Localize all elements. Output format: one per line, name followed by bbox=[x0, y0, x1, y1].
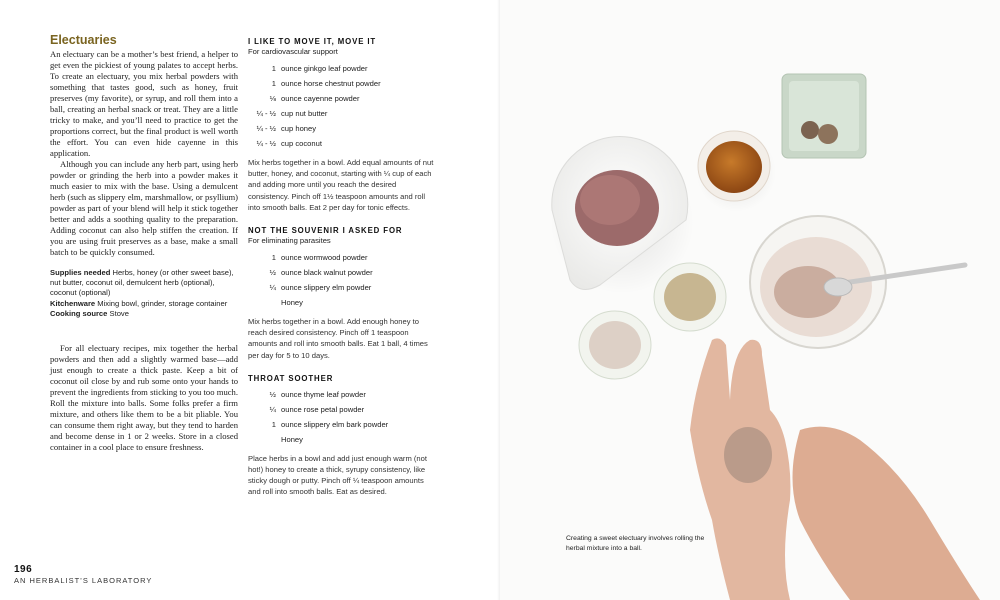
text-column-left bbox=[50, 33, 238, 453]
recipe-subtitle: For eliminating parasites bbox=[248, 236, 331, 246]
recipe-throat-soother bbox=[248, 374, 438, 498]
ingredient-line bbox=[248, 61, 438, 76]
section-title: Electuaries bbox=[50, 33, 117, 47]
ingredient-line bbox=[248, 295, 438, 310]
ingredient-amount: 1 bbox=[271, 253, 276, 263]
ingredient-text: ounce ginkgo leaf powder bbox=[281, 64, 368, 73]
hands bbox=[690, 338, 980, 600]
cooking-label: Cooking source bbox=[50, 308, 108, 318]
ingredient-text: ounce rose petal powder bbox=[281, 404, 365, 414]
ingredient-text: ounce horse chestnut powder bbox=[281, 79, 381, 88]
ingredient-line bbox=[248, 136, 438, 151]
ingredient-amount: ⅛ bbox=[269, 94, 276, 103]
ingredient-text: ounce thyme leaf powder bbox=[281, 389, 366, 399]
ingredient-amount: ½ bbox=[269, 268, 276, 278]
green-dish bbox=[782, 74, 866, 158]
supplies-text: Herbs, honey (or other sweet base), nut butter, coconut oil, demulcent herb (optional), coconut (optional) bbox=[50, 268, 234, 298]
electuary-ball bbox=[818, 124, 838, 144]
recipe-title: NOT THE SOUVENIR I ASKED FOR bbox=[248, 226, 403, 236]
supplies-block bbox=[50, 268, 238, 319]
ingredient-line bbox=[248, 106, 438, 121]
ingredient-line bbox=[248, 250, 438, 265]
recipe-directions: Place herbs in a bowl and add just enough warm (not hot!) honey to create a thick, syrupy consistency, like sticky dough or putty. Pinch off ¼ teaspoon amounts and roll into smooth balls. Eat as desired. bbox=[248, 453, 427, 497]
ingredient-line bbox=[248, 432, 438, 447]
cooking-source bbox=[50, 309, 238, 319]
ingredient-amount: 1 bbox=[271, 79, 276, 88]
recipe-directions: Mix herbs together in a bowl. Add equal amounts of nut butter, honey, and coconut, starting with ¼ cup of each and adding more until you reach the desired consistency. Pinch off 1½ teaspoon amounts and roll into smooth balls. Eat 2 per day for tonic effects. bbox=[248, 158, 434, 212]
electuary-ball bbox=[801, 121, 819, 139]
ingredient-line bbox=[248, 387, 438, 402]
recipe-not-the-souvenir bbox=[248, 226, 438, 361]
page-folio bbox=[14, 564, 152, 585]
ingredient-text: ounce black walnut powder bbox=[281, 268, 373, 278]
ingredient-text: cup nut butter bbox=[281, 109, 328, 118]
ingredient-line bbox=[248, 76, 438, 91]
herb-paste bbox=[724, 427, 772, 483]
ingredient-line bbox=[248, 417, 438, 432]
recipe-title: I LIKE TO MOVE IT, MOVE IT bbox=[248, 37, 377, 46]
recipe-directions: Mix herbs together in a bowl. Add enough honey to reach desired consistency. Pinch off 1 teaspoon amounts and roll into smooth balls. Eat 1 ball, 4 times per day for 5 to 10 days. bbox=[248, 317, 428, 360]
recipe-column bbox=[248, 37, 438, 498]
supplies-needed bbox=[50, 268, 238, 299]
right-page bbox=[500, 0, 1000, 600]
ingredient-amount: ½ bbox=[269, 389, 276, 399]
ingredient-line bbox=[248, 402, 438, 417]
ingredient-line bbox=[248, 265, 438, 280]
ingredient-text: ounce slippery elm bark powder bbox=[281, 419, 389, 429]
photo-caption: Creating a sweet electuary involves rolling the herbal mixture into a ball. bbox=[566, 535, 705, 552]
cooking-text: Stove bbox=[109, 308, 129, 318]
ingredient-amount: ¼ - ½ bbox=[256, 109, 276, 118]
page-number: 196 bbox=[14, 564, 33, 575]
honey-jar bbox=[696, 131, 776, 212]
method-paragraph: For all electuary recipes, mix together the herbal powders and then add a slightly warmed base—add just enough to create a thick paste. Keep a bit of coconut oil close by and rub some onto your hands to prevent the ingredients from sticking to you too much. Roll the mixture into balls. Some folks prefer a firm mixture, and others like them to be a bit pliable. You can consume them right away, but they tend to harden and become dense in 1 or 2 weeks. Store in a closed container in a cool place to ensure freshness. bbox=[50, 343, 238, 453]
ingredient-line bbox=[248, 121, 438, 136]
running-footer: AN HERBALIST’S LABORATORY bbox=[14, 576, 153, 585]
electuary-photo bbox=[500, 0, 1000, 600]
kitchenware-label: Kitchenware bbox=[50, 298, 96, 308]
ingredient-text: ounce cayenne powder bbox=[281, 94, 360, 103]
ingredient-amount: 1 bbox=[271, 64, 276, 73]
ingredient-text: Honey bbox=[281, 434, 303, 444]
ingredient-amount: 1 bbox=[271, 419, 276, 429]
ingredient-line bbox=[248, 91, 438, 106]
intro-paragraph-1: An electuary can be a mother’s best friend, a helper to get even the pickiest of young palates to accept herbs. To create an electuary, you mix herbal powders with something that tastes good, such as honey, fruit preserves (my favorite), or syrup, and roll them into a ball, creating an herbal snack or treat. They are a little tricky to make, and you’ll need to practice to get the proportions correct, but the final product is well worth the effort. You can even hide cayenne in this application. bbox=[50, 49, 238, 158]
kitchenware-text: Mixing bowl, grinder, storage container bbox=[97, 298, 228, 308]
slippery-elm-dish bbox=[579, 311, 651, 379]
ingredient-text: Honey bbox=[281, 298, 303, 308]
supplies-label: Supplies needed bbox=[50, 268, 111, 277]
ingredient-amount: ¼ - ½ bbox=[256, 139, 276, 148]
glass-mixing-bowl bbox=[750, 216, 965, 348]
recipe-title: THROAT SOOTHER bbox=[248, 373, 334, 383]
ingredient-text: cup honey bbox=[281, 124, 317, 133]
recipe-move-it bbox=[248, 37, 438, 213]
ingredient-amount: ¼ bbox=[269, 283, 276, 293]
ingredient-line bbox=[248, 280, 438, 295]
ingredient-text: cup coconut bbox=[281, 139, 322, 148]
ingredient-text: ounce slippery elm powder bbox=[281, 283, 372, 293]
intro-paragraph-2: Although you can include any herb part, using herb powder or grinding the herb into a powder makes it much easier to mix with the base. Using a demulcent herb (such as slippery elm, marshmallow, or psyllium) powder as part of your blend will help it stick together better and adds a soothing quality to the preparation. Adding coconut can also help stiffen the creation. If you are using fruit preserves as a base, make a small batch to be quickly consumed. bbox=[50, 159, 238, 257]
ingredient-amount: ¼ - ½ bbox=[256, 124, 276, 133]
ingredient-text: ounce wormwood powder bbox=[281, 253, 368, 263]
recipe-subtitle: For cardiovascular support bbox=[248, 47, 338, 56]
kitchenware bbox=[50, 299, 238, 309]
ingredient-amount: ¼ bbox=[269, 404, 276, 414]
herb-powder-dish bbox=[654, 263, 726, 331]
